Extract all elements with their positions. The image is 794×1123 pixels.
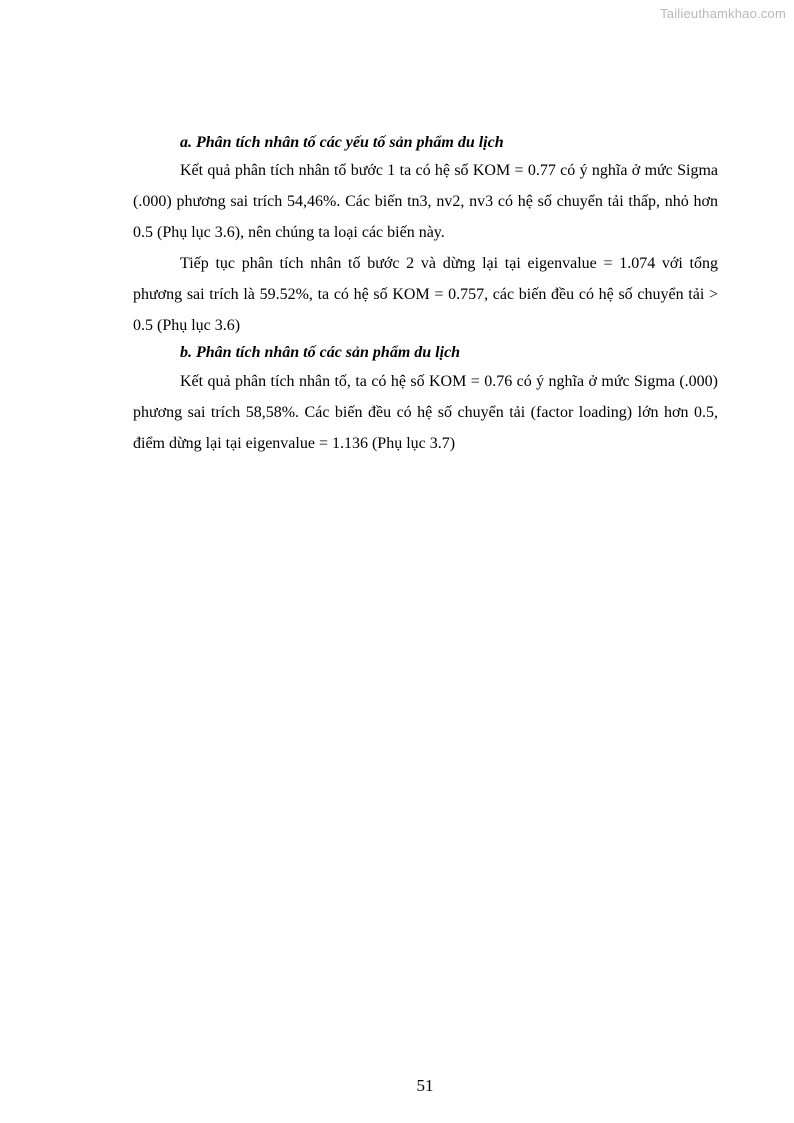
section-heading-b: b. Phân tích nhân tố các sản phẩm du lịch xyxy=(180,344,461,361)
paragraph: Kết quả phân tích nhân tố bước 1 ta có hệ số KOM = 0.77 có ý nghĩa ở mức Sigma (.000) phương sai trích 54,46%. Các biến tn3, nv2, nv3 có hệ số chuyển tải thấp, nhỏ hơn 0.5 (Phụ lục 3.6), nên chúng ta loại các biến này. xyxy=(133,162,718,241)
paragraph: Tiếp tục phân tích nhân tố bước 2 và dừng lại tại eigenvalue = 1.074 với tổng phương sai trích là 59.52%, ta có hệ số KOM = 0.757, các biến đều có hệ số chuyển tải > 0.5 (Phụ lục 3.6) xyxy=(133,255,718,334)
page-number: 51 xyxy=(416,1076,434,1095)
section-heading-a: a. Phân tích nhân tố các yếu tố sản phẩm du lịch xyxy=(180,134,504,151)
document-body xyxy=(133,132,718,459)
paragraph: Kết quả phân tích nhân tố, ta có hệ số KOM = 0.76 có ý nghĩa ở mức Sigma (.000) phương sai trích 58,58%. Các biến đều có hệ số chuyển tải (factor loading) lớn hơn 0.5, điểm dừng lại tại eigenvalue = 1.136 (Phụ lục 3.7) xyxy=(133,373,718,452)
watermark: Tailieuthamkhao.com xyxy=(660,6,786,21)
